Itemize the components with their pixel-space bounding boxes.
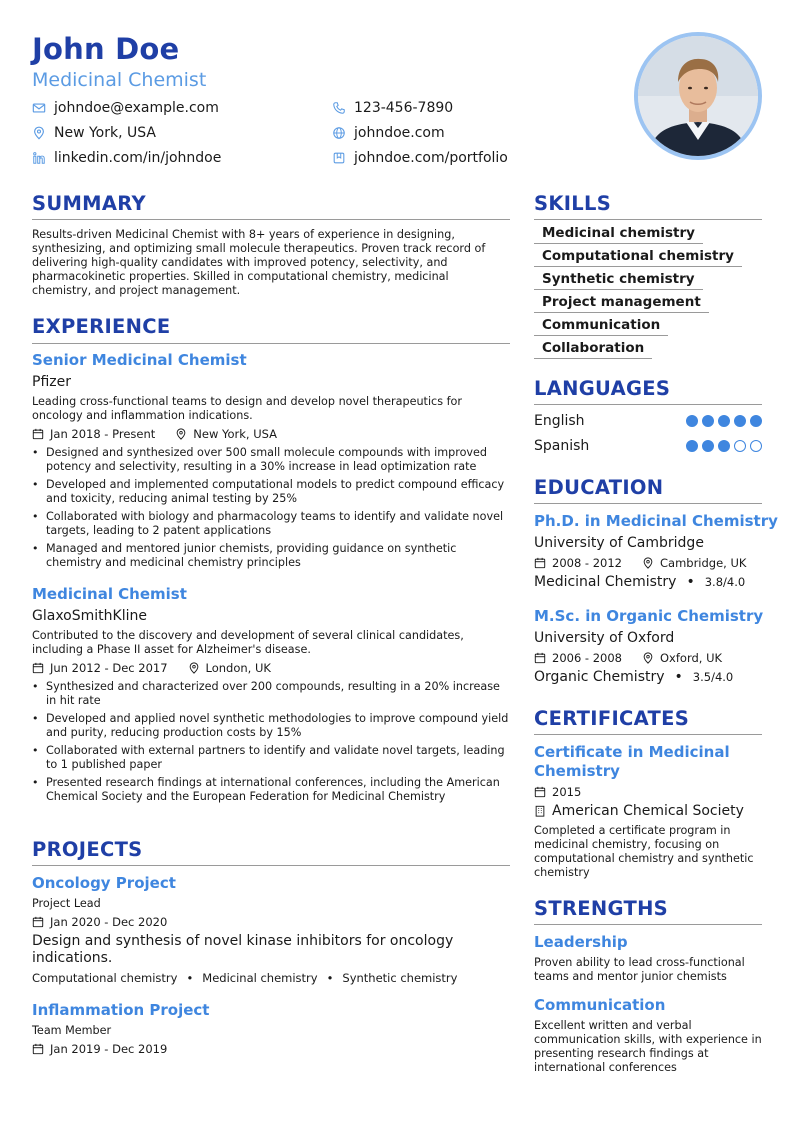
job-dates: Jun 2012 - Dec 2017 [50,661,168,675]
certificate-issuer: American Chemical Society [552,803,744,819]
contact-linkedin-text: linkedin.com/in/johndoe [54,150,222,166]
job-bullets [32,680,510,808]
language-row [534,413,762,429]
profile-photo [634,32,762,160]
location-pin-icon [32,126,46,140]
proficiency-dot-filled [734,415,746,427]
summary-heading: SUMMARY [32,192,146,215]
skill-tag: Project management [534,295,709,313]
language-level-dots [682,415,762,427]
candidate-role: Medicinal Chemist [32,69,207,91]
proficiency-dot-filled [686,415,698,427]
location-pin-icon [642,557,654,569]
field-name: Organic Chemistry [534,669,665,685]
calendar-icon [32,1043,44,1055]
list-item: • Designed and synthesized over 500 small molecule compounds with improved potency and selectivity, resulting in a 30% increase in lead optimization rate [32,446,510,474]
job-title: Medicinal Chemist [32,585,187,603]
job-meta [32,427,277,441]
project-tag: Computational chemistry [32,971,178,985]
list-item: • Managed and mentored junior chemists, providing guidance on synthetic chemistry and medicinal chemistry principles [32,542,510,570]
certificate-issuer-row [534,803,744,819]
certificates-divider [534,734,762,735]
strength-description: Excellent written and verbal communication skills, with experience in presenting research findings at international conferences [534,1019,762,1074]
job-location: London, UK [205,661,271,675]
education-meta [534,651,722,665]
contact-website[interactable] [332,125,445,141]
language-name: Spanish [534,438,590,454]
mail-icon [32,101,46,115]
linkedin-icon [32,151,46,165]
education-location: Cambridge, UK [660,556,747,570]
proficiency-dot-filled [718,440,730,452]
certificate-name: Certificate in Medicinal Chemistry [534,743,730,780]
location-pin-icon [642,652,654,664]
proficiency-dot-filled [686,440,698,452]
education-heading: EDUCATION [534,476,664,499]
project-tag: Synthetic chemistry [342,971,458,985]
certificate-description: Completed a certificate program in medicinal chemistry, focusing on computational chemistry and synthetic chemistry [534,824,754,879]
contact-phone-text: 123-456-7890 [354,100,454,116]
job-description: Leading cross-functional teams to design and develop novel therapeutics for oncology and inflammation indications. [32,395,462,422]
proficiency-dot-filled [702,415,714,427]
project-role: Team Member [32,1024,112,1037]
contact-location [32,125,156,141]
language-name: English [534,413,585,429]
experience-heading: EXPERIENCE [32,315,171,338]
project-tags: Computational chemistry • Medicinal chemistry • Synthetic chemistry [32,971,458,985]
degree-title: Ph.D. in Medicinal Chemistry [534,512,778,530]
education-location: Oxford, UK [660,651,723,665]
education-meta [534,556,746,570]
job-bullets [32,446,510,574]
education-field: Medicinal Chemistry • 3.8/4.0 [534,574,746,590]
job-meta [32,661,271,675]
school-name: University of Oxford [534,630,675,646]
skill-tag: Collaboration [534,341,652,359]
list-item: • Developed and applied novel synthetic methodologies to improve compound yield and purity, reducing production costs by 15% [32,712,510,740]
skill-tag: Communication [534,318,668,336]
contact-location-text: New York, USA [54,125,156,141]
job-location: New York, USA [193,427,278,441]
gpa: 3.5/4.0 [692,670,734,684]
contact-linkedin[interactable] [32,150,221,166]
project-meta [32,1042,167,1056]
job-title: Senior Medicinal Chemist [32,351,247,369]
project-description: Design and synthesis of novel kinase inhibitors for oncology indications. [32,933,454,966]
location-pin-icon [175,428,187,440]
certificates-heading: CERTIFICATES [534,707,690,730]
location-pin-icon [188,662,200,674]
globe-icon [332,126,346,140]
proficiency-dot-filled [750,415,762,427]
skills-list [534,226,742,364]
strength-name: Communication [534,996,666,1014]
proficiency-dot-filled [718,415,730,427]
job-company: Pfizer [32,374,71,390]
skill-tag: Computational chemistry [534,249,742,267]
projects-divider [32,865,510,866]
education-dates: 2008 - 2012 [552,556,622,570]
skill-tag: Synthetic chemistry [534,272,703,290]
education-field: Organic Chemistry • 3.5/4.0 [534,669,734,685]
projects-heading: PROJECTS [32,838,143,861]
languages-divider [534,404,762,405]
gpa: 3.8/4.0 [704,575,746,589]
certificate-year: 2015 [552,785,582,799]
skills-heading: SKILLS [534,192,612,215]
experience-divider [32,343,510,344]
proficiency-dot-empty [734,440,746,452]
profile-photo-image [638,36,758,156]
building-icon [534,805,546,817]
job-description: Contributed to the discovery and development of several clinical candidates, including a Phase II asset for Alzheimer's disease. [32,629,464,656]
strengths-divider [534,924,762,925]
field-name: Medicinal Chemistry [534,574,677,590]
list-item: • Collaborated with biology and pharmacology teams to identify and validate novel targets, leading to 2 patent applications [32,510,510,538]
education-divider [534,503,762,504]
strengths-heading: STRENGTHS [534,897,669,920]
calendar-icon [534,786,546,798]
portfolio-icon [332,151,346,165]
degree-title: M.Sc. in Organic Chemistry [534,607,764,625]
project-name: Inflammation Project [32,1001,210,1019]
summary-text: Results-driven Medicinal Chemist with 8+ years of experience in designing, synthesizing, and optimizing small molecule therapeutics. Proven track record of delivering high-quality candidates with improved potency, selectivity, and pharmacokinetic properties. Skilled in computational chemistry, medicinal chemistry, and project management. [32,228,486,297]
job-dates: Jan 2018 - Present [50,427,156,441]
project-name: Oncology Project [32,874,176,892]
project-dates: Jan 2020 - Dec 2020 [50,915,168,929]
education-dates: 2006 - 2008 [552,651,622,665]
list-item: • Developed and implemented computational models to predict compound efficacy and toxicity, reducing animal testing by 25% [32,478,510,506]
candidate-name: John Doe [32,32,180,66]
certificate-meta [534,785,581,799]
contact-website-text: johndoe.com [354,125,445,141]
languages-heading: LANGUAGES [534,377,671,400]
project-tag: Medicinal chemistry [202,971,318,985]
proficiency-dot-filled [702,440,714,452]
calendar-icon [32,428,44,440]
calendar-icon [534,557,546,569]
contact-email-text: johndoe@example.com [54,100,219,116]
calendar-icon [32,916,44,928]
contact-email[interactable] [32,100,219,116]
list-item: • Presented research findings at international conferences, including the American Chemical Society and the European Federation for Medicinal Chemistry [32,776,510,804]
project-dates: Jan 2019 - Dec 2019 [50,1042,168,1056]
language-row [534,438,762,454]
project-role: Project Lead [32,897,101,910]
proficiency-dot-empty [750,440,762,452]
skills-divider [534,219,762,220]
strength-name: Leadership [534,933,628,951]
summary-divider [32,219,510,220]
calendar-icon [32,662,44,674]
language-level-dots [682,440,762,452]
strength-description: Proven ability to lead cross-functional teams and mentor junior chemists [534,956,745,983]
contact-portfolio-text: johndoe.com/portfolio [354,150,508,166]
contact-portfolio[interactable] [332,150,508,166]
list-item: • Synthesized and characterized over 200 compounds, resulting in a 20% increase in hit rate [32,680,510,708]
contact-phone[interactable] [332,100,453,116]
school-name: University of Cambridge [534,535,704,551]
calendar-icon [534,652,546,664]
skill-tag: Medicinal chemistry [534,226,703,244]
job-company: GlaxoSmithKline [32,608,147,624]
phone-icon [332,101,346,115]
project-meta [32,915,167,929]
list-item: • Collaborated with external partners to identify and validate novel targets, leading to 1 published paper [32,744,510,772]
